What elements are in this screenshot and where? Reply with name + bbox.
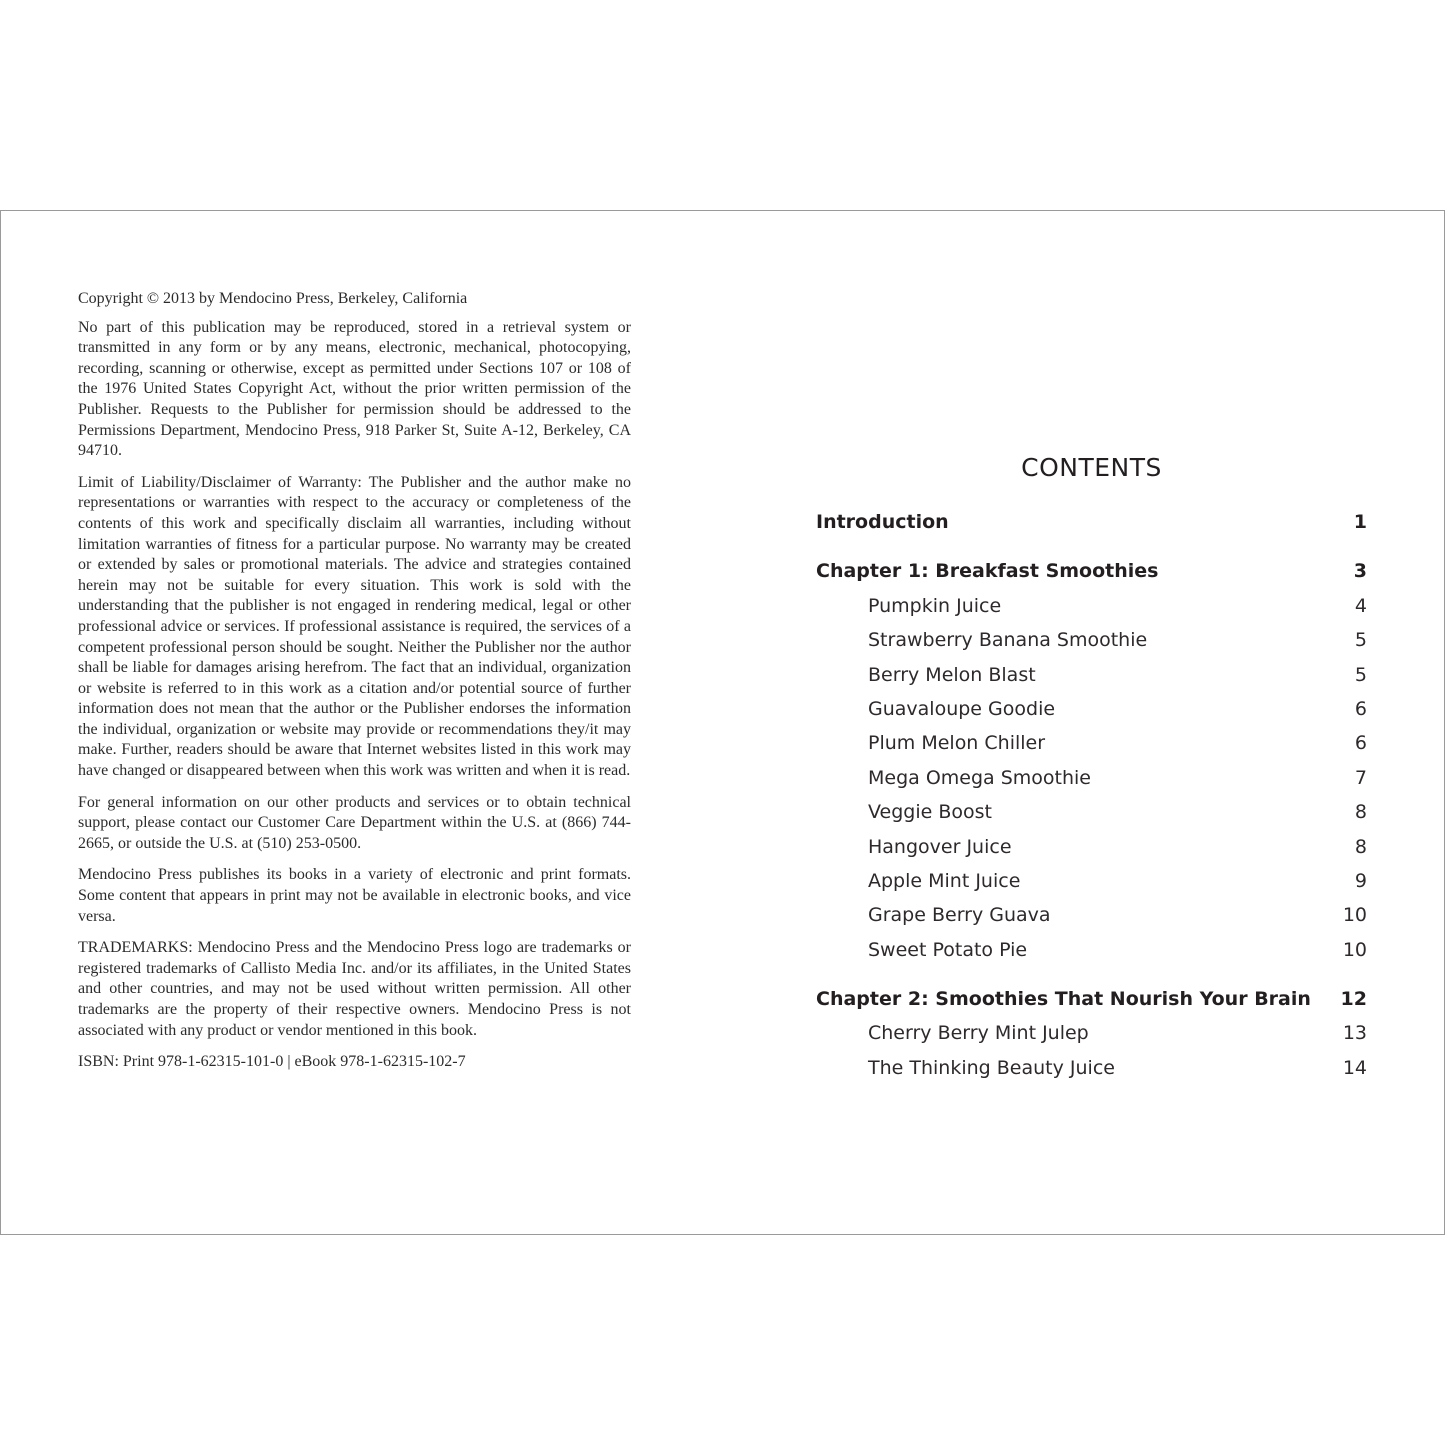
copyright-paragraph-liability: Limit of Liability/Disclaimer of Warranty: The Publisher and the author make no representations or warranties with respect to the accuracy or completeness of the contents of this work and specifically disclaim all warranties, including without limitation warranties of fitness for a particular purpose. No warranty may be created or extended by sales or promotional materials. The advice and strategies contained herein may not be suitable for every situation. This work is sold with the understanding that the publisher is not engaged in rendering medical, legal or other professional advice or services. If professional assistance is required, the services of a competent professional person should be sought. Neither the Publisher nor the author shall be liable for damages arising herefrom. The fact that an individual, organization or website is referred to in this work as a citation and/or potential source of further information does not mean that the author or the Publisher endorses the information the individual, organization or website may provide or recommendations they/it may make. Further, readers should be aware that Internet websites listed in this work may have changed or disappeared between when this work was written and when it is read. [78, 473, 631, 780]
copyright-paragraph-support: For general information on our other products and services or to obtain technical support, please contact our Customer Care Department within the U.S. at (866) 744-2665, or outside the U.S. at (510) 253-0500. [78, 793, 631, 852]
toc-entry[interactable] [816, 589, 1367, 623]
toc-page-number: 10 [1342, 904, 1367, 927]
copyright-paragraph-formats: Mendocino Press publishes its books in a variety of electronic and print formats. Some content that appears in print may not be available in electronic books, and vice versa. [78, 866, 631, 925]
toc-page-number: 9 [1354, 869, 1367, 892]
toc-page-number: 5 [1354, 629, 1367, 652]
contents-title: CONTENTS [1021, 453, 1162, 482]
toc-label: Apple Mint Juice [868, 869, 1021, 892]
toc-page-number: 8 [1354, 835, 1367, 858]
toc-entry[interactable] [816, 726, 1367, 760]
toc-label: The Thinking Beauty Juice [868, 1056, 1115, 1079]
toc-page-number: 6 [1354, 697, 1367, 720]
toc-label: Sweet Potato Pie [868, 938, 1028, 961]
toc-label: Cherry Berry Mint Julep [868, 1022, 1089, 1045]
toc-entry[interactable] [816, 864, 1367, 898]
copyright-paragraph-trademarks: TRADEMARKS: Mendocino Press and the Mendocino Press logo are trademarks or registered trademarks of Callisto Media Inc. and/or its affiliates, in the United States and other countries, and may not be used without written permission. All other trademarks are the property of their respective owners. Mendocino Press is not associated with any product or vendor mentioned in this book. [78, 939, 631, 1039]
toc-label: Pumpkin Juice [868, 594, 1002, 617]
toc-page-number: 7 [1354, 766, 1367, 789]
toc-page-number: 12 [1340, 988, 1367, 1011]
toc-chapter-1[interactable] [816, 554, 1367, 588]
toc-entry[interactable] [816, 1016, 1367, 1050]
toc-page-number: 10 [1342, 938, 1367, 961]
toc-label: Grape Berry Guava [868, 904, 1051, 927]
toc-page-number: 8 [1354, 801, 1367, 824]
toc-label: Veggie Boost [868, 801, 992, 824]
toc-label: Plum Melon Chiller [868, 732, 1046, 755]
book-spread [0, 210, 1445, 1235]
toc-entry[interactable] [816, 795, 1367, 829]
contents-page [816, 451, 1367, 1100]
toc-page-number: 5 [1354, 663, 1367, 686]
toc-label: Chapter 1: Breakfast Smoothies [816, 560, 1159, 583]
toc-entry[interactable] [816, 898, 1367, 932]
toc-label: Berry Melon Blast [868, 663, 1036, 686]
toc-introduction[interactable] [816, 505, 1367, 539]
toc-entry[interactable] [816, 933, 1367, 967]
toc-label: Introduction [816, 511, 949, 533]
toc-page-number: 13 [1342, 1022, 1367, 1045]
toc-section-chapter-1 [816, 554, 1367, 967]
toc-entry[interactable] [816, 830, 1367, 864]
toc-label: Strawberry Banana Smoothie [868, 629, 1148, 652]
toc-entry[interactable] [816, 623, 1367, 657]
toc-label: Mega Omega Smoothie [868, 766, 1091, 789]
copyright-page [78, 289, 631, 1084]
toc-label: Hangover Juice [868, 835, 1012, 858]
toc-label: Guavaloupe Goodie [868, 697, 1056, 720]
toc-page-number: 1 [1353, 511, 1367, 533]
toc-chapter-2[interactable] [816, 982, 1367, 1016]
toc-page-number: 14 [1342, 1056, 1367, 1079]
toc-section-introduction [816, 505, 1367, 539]
isbn-line: ISBN: Print 978-1-62315-101-0 | eBook 978-1-62315-102-7 [78, 1053, 466, 1071]
toc-page-number: 4 [1354, 594, 1367, 617]
copyright-paragraph-reproduction: No part of this publication may be reproduced, stored in a retrieval system or transmitted in any form or by any means, electronic, mechanical, photocopying, recording, scanning or otherwise, except as permitted under Sections 107 or 108 of the 1976 United States Copyright Act, without the prior written permission of the Publisher. Requests to the Publisher for permission should be addressed to the Permissions Department, Mendocino Press, 918 Parker St, Suite A-12, Berkeley, CA 94710. [78, 318, 631, 460]
toc-page-number: 6 [1354, 732, 1367, 755]
toc-label: Chapter 2: Smoothies That Nourish Your Brain [816, 988, 1311, 1011]
toc-section-chapter-2 [816, 982, 1367, 1085]
toc-entry[interactable] [816, 692, 1367, 726]
copyright-line: Copyright © 2013 by Mendocino Press, Berkeley, California [78, 290, 468, 307]
toc-page-number: 3 [1353, 560, 1367, 583]
toc-entry[interactable] [816, 1051, 1367, 1085]
toc-entry[interactable] [816, 658, 1367, 692]
toc-entry[interactable] [816, 761, 1367, 795]
